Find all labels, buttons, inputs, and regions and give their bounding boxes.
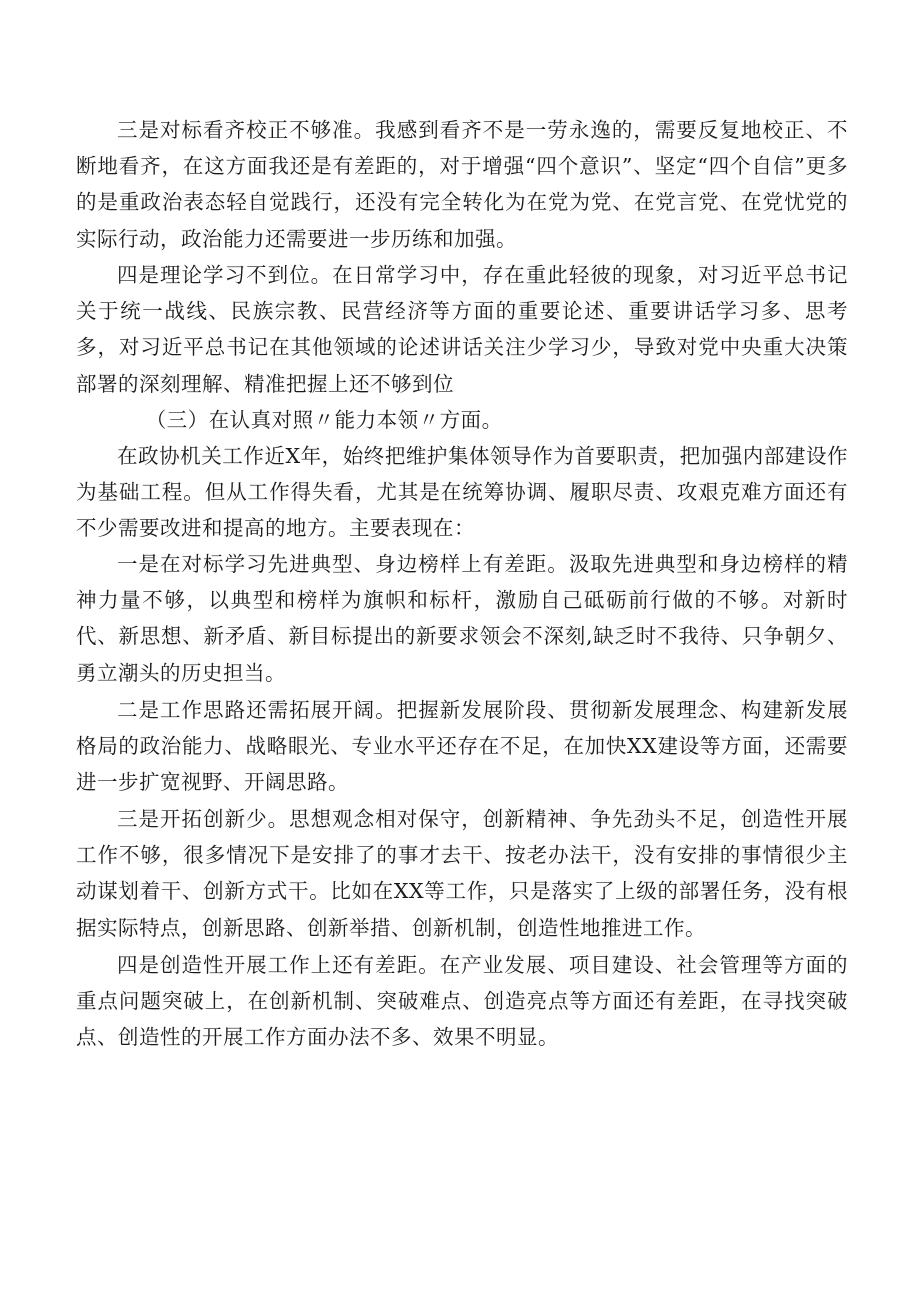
paragraph-sishi-chuangzaoxing: 四是创造性开展工作上还有差距。在产业发展、项目建设、社会管理等方面的重点问题突破上，在创新机制、突破难点、创造亮点等方面还有差距，在寻找突破点、创造性的开展工作方面办法不多、效果不明显。	[76, 953, 848, 1050]
paragraph-zhengxie-jiguan: 在政协机关工作近X年，始终把维护集体领导作为首要职责，把加强内部建设作为基础工程。但从工作得失看，尤其是在统筹协调、履职尽责、攻艰克难方面还有不少需要改进和提高的地方。主要表现在：	[76, 444, 848, 541]
paragraph-sanshi-chuangxin: 三是开拓创新少。思想观念相对保守，创新精神、争先劲头不足，创造性开展工作不够，很多情况下是安排了的事才去干、按老办法干，没有安排的事情很少主动谋划着干、创新方式干。比如在XX等工作，只是落实了上级的部署任务，没有根据实际特点，创新思路、创新举措、创新机制，创造性地推进工作。	[76, 807, 848, 940]
paragraph-ershi-silu: 二是工作思路还需拓展开阔。把握新发展阶段、贯彻新发展理念、构建新发展格局的政治能力、战略眼光、专业水平还存在不足，在加快XX建设等方面，还需要进一步扩宽视野、开阔思路。	[76, 698, 848, 795]
paragraph-yishi-dianxing: 一是在对标学习先进典型、身边榜样上有差距。汲取先进典型和身边榜样的精神力量不够，以典型和榜样为旗帜和标杆，激励自己砥砺前行做的不够。对新时代、新思想、新矛盾、新目标提出的新要求领会不深刻,缺乏时不我待、只争朝夕、勇立潮头的历史担当。	[76, 552, 848, 685]
section-heading-nengli-benling: （三）在认真对照〃能力本领〃方面。	[145, 408, 503, 432]
paragraph-sanshi-duibiao: 三是对标看齐校正不够准。我感到看齐不是一劳永逸的，需要反复地校正、不断地看齐，在这方面我还是有差距的，对于增强“四个意识”、坚定“四个自信”更多的是重政治表态轻自觉践行，还没有完全转化为在党为党、在党言党、在党忧党的实际行动，政治能力还需要进一步历练和加强。	[76, 118, 848, 251]
paragraph-sishi-lilun: 四是理论学习不到位。在日常学习中，存在重此轻彼的现象，对习近平总书记关于统一战线、民族宗教、民营经济等方面的重要论述、重要讲话学习多、思考多，对习近平总书记在其他领域的论述讲话关注少学习少，导致对党中央重大决策部署的深刻理解、精准把握上还不够到位	[76, 263, 848, 396]
document-body	[76, 112, 848, 1055]
